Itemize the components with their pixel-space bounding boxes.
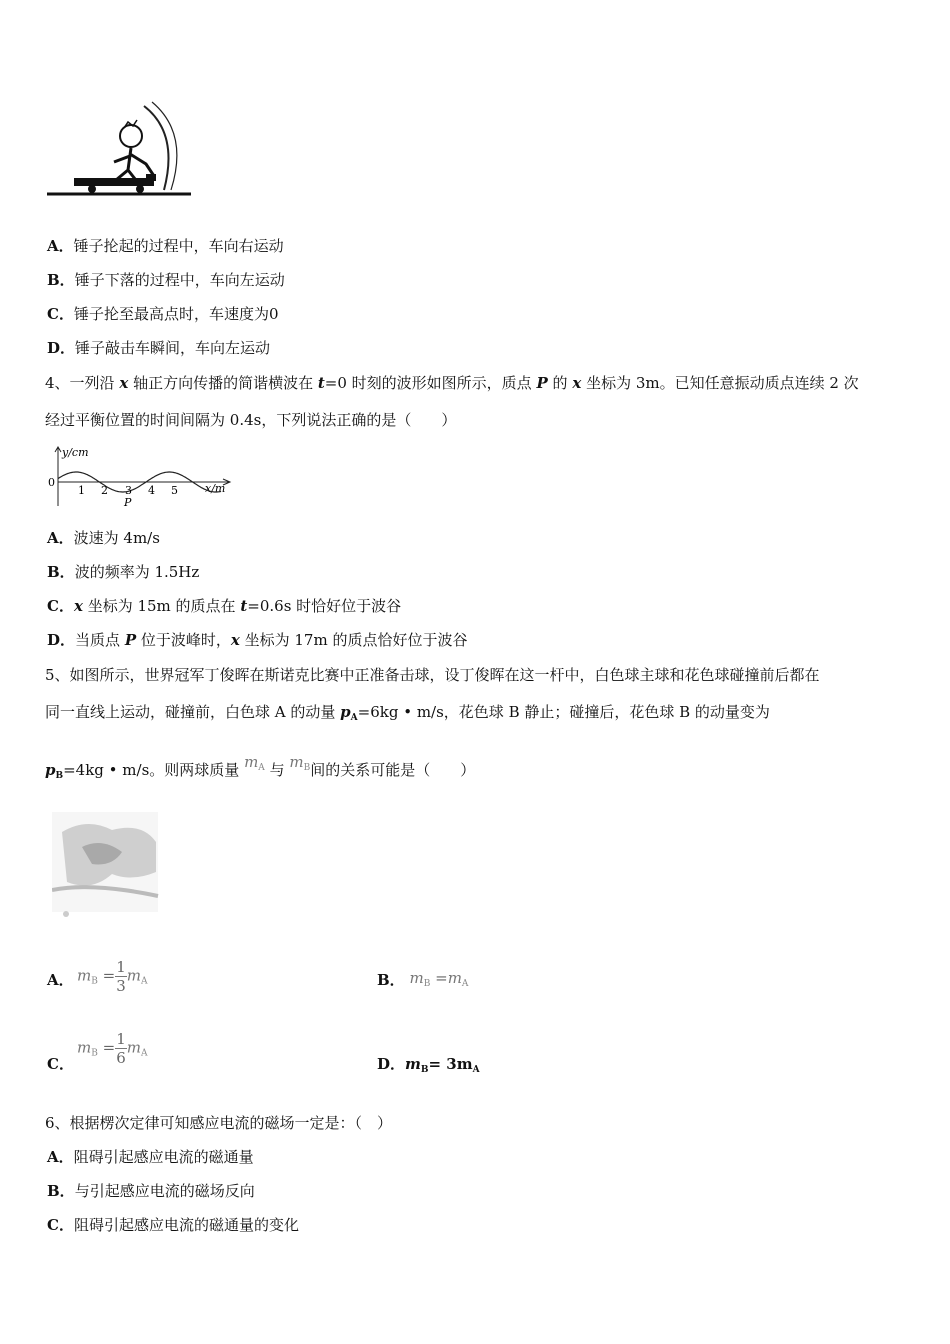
q4-stem-line2: 经过平衡位置的时间间隔为 0.4s，下列说法正确的是（ ） [45,411,457,429]
q6-option-c: C．阻碍引起感应电流的磁通量的变化 [47,1216,299,1234]
origin-label: 0 [48,476,55,489]
wave-graph [45,444,235,512]
y-axis-label: y/cm [62,446,89,459]
q3-option-c: C．锤子抡至最高点时，车速度为0 [47,305,279,323]
q4-stem-line1: 4、一列沿 x 轴正方向传播的简谐横波在 t=0 时刻的波形如图所示，质点 P 的 x 坐标为 3m。已知任意振动质点连续 2 次 [45,374,859,392]
x-tick: 1 [78,484,85,497]
q6-option-a: A．阻碍引起感应电流的磁通量 [47,1148,254,1166]
q5-option-d: D．$m_B= 3m_A$ [377,1055,480,1075]
x-axis-label: x/m [205,482,226,495]
q3-option-b: B．锤子下落的过程中，车向左运动 [47,271,285,289]
x-tick: 5 [171,484,178,497]
q6-option-b: B．与引起感应电流的磁场反向 [47,1182,255,1200]
q5-option-b: B． $m_B =m_A$ [377,969,469,989]
point-p-label: P [124,496,132,509]
q4-option-a: A．波速为 4m/s [47,529,160,547]
q5-stem-line3: $p_B=4kg$ • m/s。则两球质量 $m_A$ 与 $m_B$间的关系可能是（ ） [45,753,476,781]
q4-option-d: D．当质点 P 位于波峰时，x 坐标为 17m 的质点恰好位于波谷 [47,631,468,649]
q4-option-b: B．波的频率为 1.5Hz [47,563,200,581]
q5-stem-line2: 同一直线上运动，碰撞前，白色球 A 的动量 $p_A=6kg$ • m/s，花色球 B 静止；碰撞后，花色球 B 的动量变为 [45,703,770,723]
x-tick: 3 [125,484,132,497]
hammer-cart-figure [44,98,194,206]
q3-option-d: D．锤子敲击车瞬间，车向左运动 [47,339,271,357]
x-tick: 4 [148,484,155,497]
q4-option-c: C．x 坐标为 15m 的质点在 t=0.6s 时恰好位于波谷 [47,597,402,615]
q3-option-a: A．锤子抡起的过程中，车向右运动 [47,237,284,255]
q6-stem: 6、根据楞次定律可知感应电流的磁场一定是：（ ） [45,1114,393,1132]
q5-stem-line1: 5、如图所示，世界冠军丁俊晖在斯诺克比赛中正准备击球，设丁俊晖在这一杆中，白色球主球和花色球碰撞前后都在 [45,666,820,684]
x-tick: 2 [101,484,108,497]
snooker-player-photo [52,812,160,920]
